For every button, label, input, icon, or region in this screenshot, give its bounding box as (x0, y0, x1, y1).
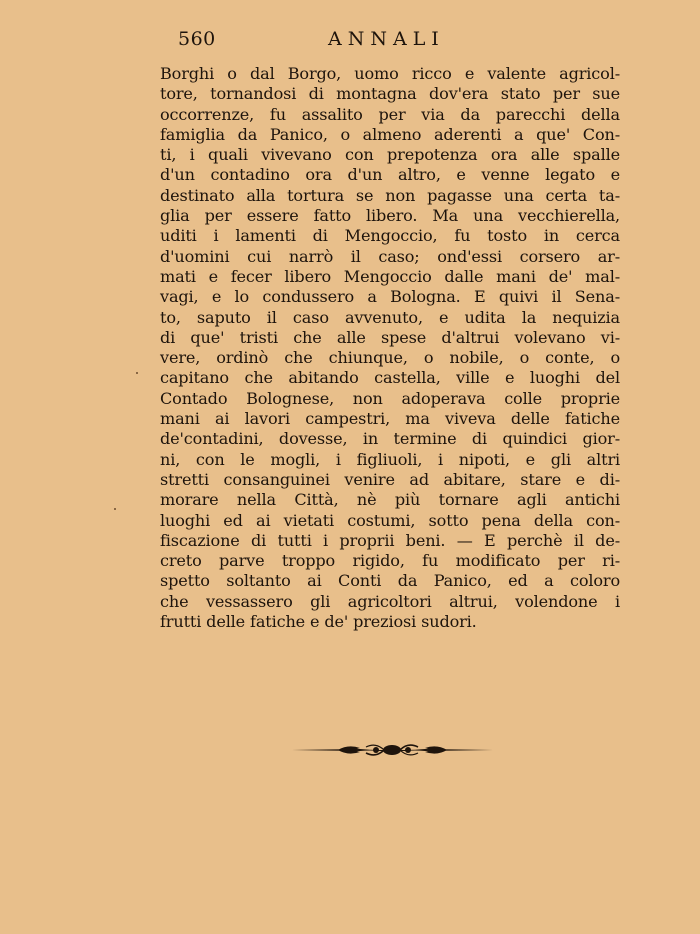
text-line: morare nella Città, nè più tornare agli antichi (160, 490, 620, 510)
text-line: capitano che abitando castella, ville e luoghi del (160, 368, 620, 388)
text-line: ni, con le mogli, i figliuoli, i nipoti, e gli altri (160, 449, 620, 469)
text-line: vagi, e lo condussero a Bologna. E quivi il Sena- (160, 287, 620, 307)
text-line: fiscazione di tutti i proprii beni. — E perchè il de- (160, 530, 620, 550)
text-line: d'uomini cui narrò il caso; ond'essi corsero ar- (160, 246, 620, 266)
text-line: mani ai lavori campestri, ma viveva delle fatiche (160, 409, 620, 429)
text-line: che vessassero gli agricoltori altrui, volendone i (160, 591, 620, 611)
body-text (160, 64, 620, 632)
text-line: uditi i lamenti di Mengoccio, fu tosto in cerca (160, 226, 620, 246)
text-line: frutti delle fatiche e de' preziosi sudori. (160, 612, 477, 632)
text-line: Contado Bolognese, non adoperava colle proprie (160, 388, 620, 408)
text-line: famiglia da Panico, o almeno aderenti a que' Con- (160, 124, 620, 144)
text-line: de'contadini, dovesse, in termine di quindici gior- (160, 429, 620, 449)
text-line: Borghi o dal Borgo, uomo ricco e valente agricol- (160, 64, 620, 83)
text-line: tore, tornandosi di montagna dov'era stato per sue (160, 84, 620, 104)
text-line: luoghi ed ai vietati costumi, sotto pena della con- (160, 510, 620, 530)
text-line: spetto soltanto ai Conti da Panico, ed a coloro (160, 571, 620, 591)
text-line: occorrenze, fu assalito per via da parecchi della (160, 104, 620, 124)
text-line: stretti consanguinei venire ad abitare, stare e di- (160, 469, 620, 489)
text-line: to, saputo il caso avvenuto, e udita la nequizia (160, 307, 620, 327)
paper-speck (114, 508, 116, 510)
text-line: glia per essere fatto libero. Ma una vecchierella, (160, 206, 620, 226)
text-line: mati e fecer libero Mengoccio dalle mani de' mal- (160, 266, 620, 286)
running-title: ANNALI (328, 28, 445, 50)
text-line: ti, i quali vivevano con prepotenza ora alle spalle (160, 145, 620, 165)
text-line: vere, ordinò che chiunque, o nobile, o conte, o (160, 348, 620, 368)
text-line: di que' tristi che alle spese d'altrui volevano vi- (160, 327, 620, 347)
tailpiece-ornament-icon (290, 738, 495, 762)
text-line: creto parve troppo rigido, fu modificato per ri- (160, 551, 620, 571)
text-line: destinato alla tortura se non pagasse una certa ta- (160, 185, 620, 205)
text-line: d'un contadino ora d'un altro, e venne legato e (160, 165, 620, 185)
paper-speck (136, 372, 138, 374)
page-number: 560 (178, 28, 216, 50)
